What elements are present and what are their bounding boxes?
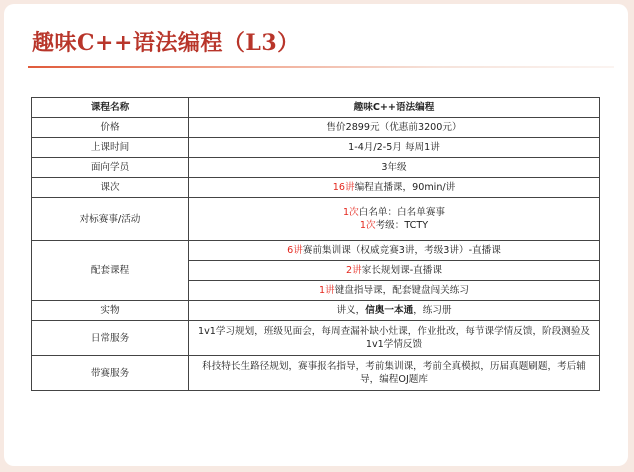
supporting-count: 6讲 <box>287 245 303 256</box>
supporting-item <box>189 241 600 261</box>
contest-service-value: 科技特长生路径规划，赛事报名指导，考前集训课，考前全真模拟，历届真题刷题，考后辅导，编程OJ题库 <box>189 356 600 391</box>
contests-value <box>189 198 600 241</box>
contests-label: 对标赛事/活动 <box>32 198 189 241</box>
header-value-cell: 趣味C++语法编程 <box>189 98 600 118</box>
materials-bold: 信奥一本通 <box>365 305 414 316</box>
supporting-text: 家长规划课-直播课 <box>361 265 442 276</box>
supporting-label: 配套课程 <box>32 241 189 301</box>
contest-count: 1次 <box>359 220 376 231</box>
table-row <box>32 301 600 321</box>
course-info-table <box>31 97 600 391</box>
supporting-count: 2讲 <box>346 265 362 276</box>
contest-text: 白名单：白名单赛事 <box>358 207 446 218</box>
table-row <box>32 241 600 261</box>
title-underline <box>28 66 614 68</box>
table-row <box>32 178 600 198</box>
sessions-value <box>189 178 600 198</box>
contest-text: 考级：TCTY <box>375 220 429 231</box>
supporting-text: 键盘指导课，配套键盘闯关练习 <box>334 285 469 296</box>
table-row <box>32 98 600 118</box>
table-row <box>32 118 600 138</box>
sessions-count: 16讲 <box>332 182 355 193</box>
contest-service-label: 带赛服务 <box>32 356 189 391</box>
supporting-item <box>189 261 600 281</box>
header-label-cell: 课程名称 <box>32 98 189 118</box>
schedule-label: 上课时间 <box>32 138 189 158</box>
schedule-value: 1-4月/2-5月 每周1讲 <box>189 138 600 158</box>
table-row <box>32 198 600 241</box>
page-title: 趣味C++语法编程（L3） <box>32 30 300 56</box>
price-value: 售价2899元（优惠前3200元） <box>189 118 600 138</box>
daily-label: 日常服务 <box>32 321 189 356</box>
daily-value: 1v1学习规划，班级见面会，每周查漏补缺小灶课，作业批改，每节课学情反馈，阶段测验及1v1学情反馈 <box>189 321 600 356</box>
audience-value: 3年级 <box>189 158 600 178</box>
materials-label: 实物 <box>32 301 189 321</box>
audience-label: 面向学员 <box>32 158 189 178</box>
table-row <box>32 138 600 158</box>
table-row <box>32 356 600 391</box>
contest-item <box>193 206 595 219</box>
table-row <box>32 158 600 178</box>
supporting-count: 1讲 <box>318 285 335 296</box>
price-label: 价格 <box>32 118 189 138</box>
sessions-text: 编程直播课，90min/讲 <box>354 182 456 193</box>
sessions-label: 课次 <box>32 178 189 198</box>
contest-item <box>193 219 595 232</box>
supporting-text: 赛前集训课（权威竞赛3讲，考级3讲）-直播课 <box>302 245 501 256</box>
table-row <box>32 321 600 356</box>
contest-count: 1次 <box>342 207 359 218</box>
supporting-item <box>189 281 600 301</box>
materials-before: 讲义， <box>336 305 366 316</box>
materials-after: ，练习册 <box>413 305 452 316</box>
materials-value <box>189 301 600 321</box>
